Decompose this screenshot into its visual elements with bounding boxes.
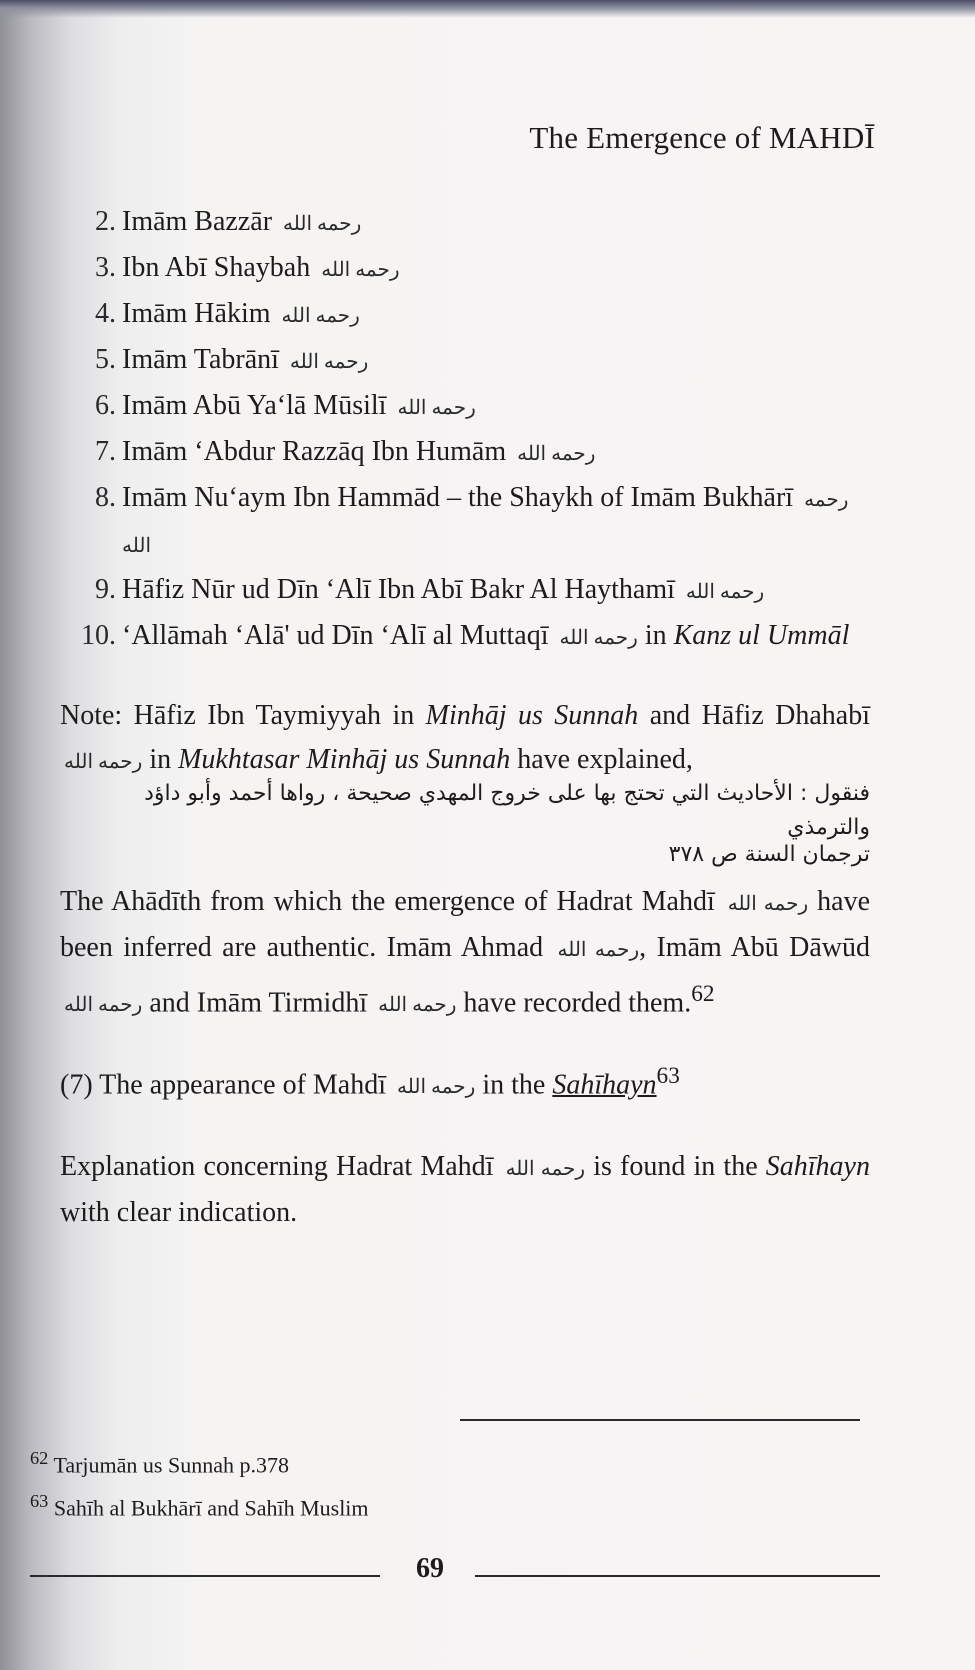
honorific-icon: رحمه الله <box>505 1158 586 1180</box>
page-number: 69 <box>416 1553 444 1584</box>
list-item <box>60 476 880 568</box>
item-text: Hāfiz Nūr ud Dīn ‘Alī Ibn Abī Bakr Al Haythamī <box>122 574 675 605</box>
list-item <box>60 568 880 614</box>
footnote-ref: 62 <box>691 981 715 1007</box>
note-text: and Hāfiz Dhahabī <box>649 700 871 731</box>
para-text: is found in the <box>593 1151 758 1182</box>
running-head: The Emergence of MAHDĪ <box>529 120 875 155</box>
para-text: have recorded them. <box>463 987 692 1019</box>
page-top-edge <box>0 0 975 18</box>
book-title: Mukhtasar Minhāj us Sunnah <box>178 744 511 775</box>
list-item <box>60 292 880 338</box>
footnote-ref: 63 <box>656 1063 680 1089</box>
item-number: 3. <box>95 252 116 283</box>
item-number: 4. <box>95 298 116 329</box>
item-text: Imām Tabrānī <box>122 344 279 375</box>
footer-rule-right <box>475 1575 880 1577</box>
honorific-icon: رحمه الله <box>289 351 369 373</box>
para-text: have been inferred are authentic. Imām Ahmad <box>60 886 871 963</box>
book-title: Sahīhayn <box>765 1151 870 1182</box>
footnote-number: 62 <box>30 1448 49 1468</box>
honorific-icon: رحمه الله <box>685 581 765 603</box>
para-text: Explanation concerning Hadrat Mahdī <box>60 1151 494 1182</box>
section-number: (7) <box>60 1069 93 1101</box>
paragraph-authenticity <box>60 880 870 1027</box>
honorific-icon: رحمه الله <box>64 994 143 1017</box>
list-item <box>60 200 880 246</box>
footnote-number: 63 <box>30 1491 49 1512</box>
para-text: The Ahādīth from which the emergence of Hadrat Mahdī <box>60 886 715 917</box>
item-text: Imām ‘Abdur Razzāq Ibn Humām <box>122 436 507 467</box>
note-text: in <box>149 744 172 775</box>
honorific-icon: رحمه الله <box>397 397 476 419</box>
page-footer <box>30 1553 880 1593</box>
honorific-icon: رحمه الله <box>321 259 400 281</box>
item-number: 2. <box>95 206 116 237</box>
footnotes <box>30 1440 369 1527</box>
book-title: Minhāj us Sunnah <box>425 700 639 731</box>
honorific-icon: رحمه الله <box>122 489 849 557</box>
footer-rule-left <box>30 1575 380 1577</box>
honorific-icon: رحمه الله <box>517 443 596 465</box>
para-text: , Imām Abū Dāwūd <box>639 932 870 963</box>
scholar-list <box>60 200 880 660</box>
para-text: with clear indication. <box>60 1197 298 1228</box>
paragraph-explanation <box>60 1145 870 1235</box>
honorific-icon: رحمه الله <box>727 893 809 915</box>
note-paragraph <box>60 694 870 784</box>
item-number: 9. <box>95 574 116 605</box>
footnote-text: Sahīh al Bukhārī and Sahīh Muslim <box>53 1495 369 1521</box>
section-heading <box>60 1054 870 1109</box>
item-number: 5. <box>95 344 116 375</box>
item-text: Imām Bazzār <box>122 206 273 237</box>
honorific-icon: رحمه الله <box>281 305 360 327</box>
item-text: ‘Allāmah ‘Alā' ud Dīn ‘Alī al Muttaqī <box>122 620 549 651</box>
heading-text: in the <box>482 1069 546 1101</box>
para-text: and Imām Tirmidhī <box>149 987 368 1019</box>
item-text: Imām Nu‘aym Ibn Hammād – the Shaykh of Imām Bukhārī <box>122 482 794 513</box>
honorific-icon: رحمه الله <box>557 939 640 961</box>
list-item <box>60 384 880 430</box>
list-item <box>60 246 880 292</box>
list-item <box>60 614 880 660</box>
note-label: Note: <box>60 700 123 731</box>
note-text: Hāfiz Ibn Taymiyyah in <box>133 700 415 731</box>
item-number: 6. <box>95 390 116 421</box>
item-text: Ibn Abī Shaybah <box>122 252 311 283</box>
item-number: 7. <box>95 436 116 467</box>
footnote <box>30 1440 369 1483</box>
honorific-icon: رحمه الله <box>64 751 143 773</box>
note-text: have explained, <box>517 744 693 775</box>
footnote <box>30 1483 369 1526</box>
list-item <box>60 430 880 476</box>
item-text: Imām Hākim <box>122 298 271 329</box>
book-title: Sahīhayn <box>552 1069 657 1101</box>
heading-text: The appearance of Mahdī <box>99 1069 387 1101</box>
honorific-icon: رحمه الله <box>397 1076 476 1099</box>
book-title: Kanz ul Ummāl <box>673 620 850 651</box>
footnote-text: Tarjumān us Sunnah p.378 <box>53 1452 289 1478</box>
honorific-icon: رحمه الله <box>283 213 362 235</box>
item-number: 10. <box>81 620 116 651</box>
honorific-icon: رحمه الله <box>559 627 638 649</box>
arabic-quote: فنقول : الأحاديث التي تحتج بها على خروج المهدي صحيحة ، رواها أحمد وأبو داؤد والترمذي <box>144 781 870 840</box>
item-text: Imām Abū Ya‘lā Mūsilī <box>122 390 387 421</box>
honorific-icon: رحمه الله <box>378 994 457 1017</box>
footnote-divider <box>460 1419 860 1421</box>
item-number: 8. <box>95 482 116 513</box>
list-item <box>60 338 880 384</box>
item-suffix: in <box>644 620 667 651</box>
arabic-reference: ترجمان السنة ص ٣٧٨ <box>668 842 870 867</box>
